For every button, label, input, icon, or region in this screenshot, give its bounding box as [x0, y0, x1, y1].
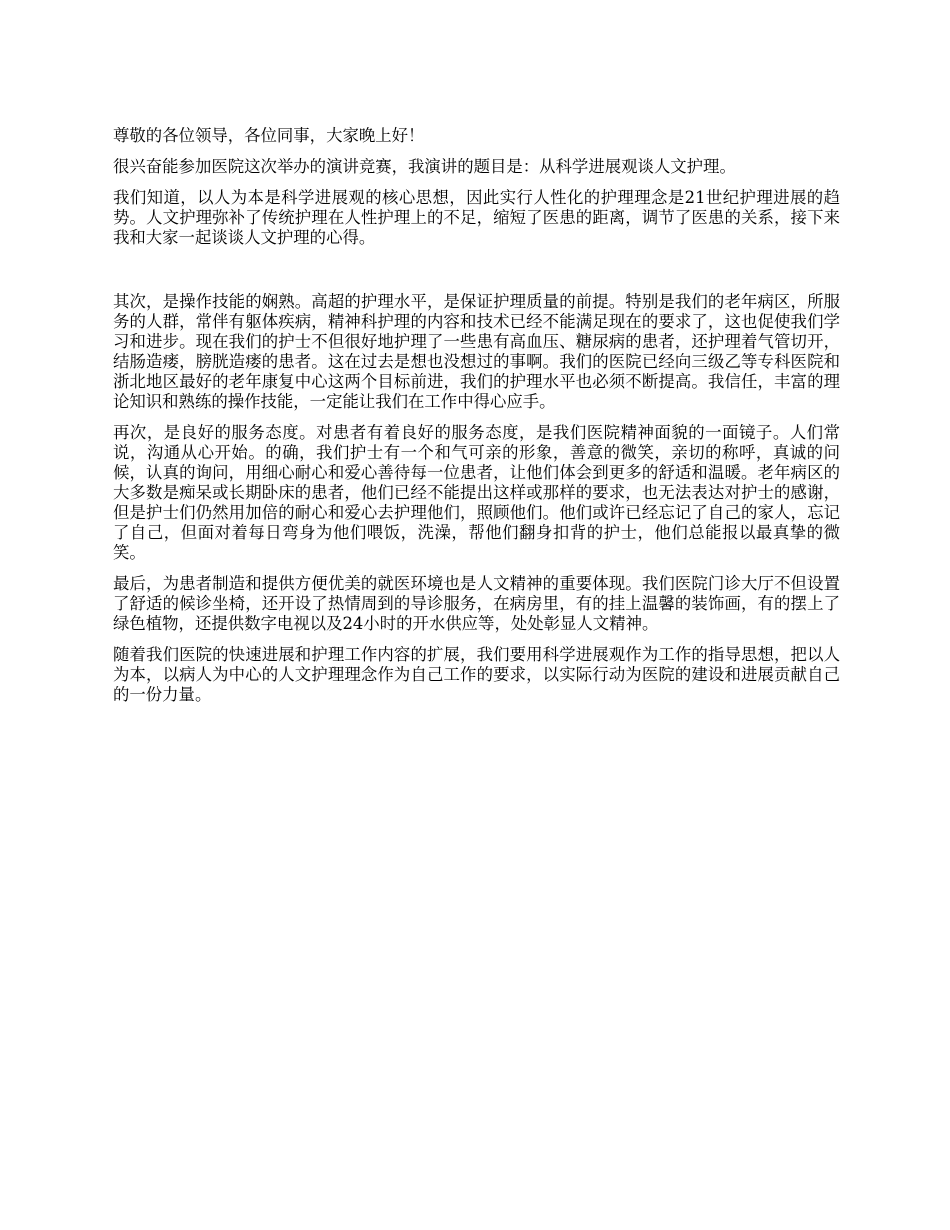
skills-paragraph: 其次，是操作技能的娴熟。高超的护理水平，是保证护理质量的前提。特别是我们的老年病区，所服务的人群，常伴有躯体疾病，精神科护理的内容和技术已经不能满足现在的要求了，这也促使我们学习和进步。现在我们的护士不但很好地护理了一些患有高血压、糖尿病的患者，还护理着气管切开，结肠造瘘，膀胱造瘘的患者。这在过去是想也没想过的事啊。我们的医院已经向三级乙等专科医院和浙北地区最好的老年康复中心这两个目标前进，我们的护理水平也必须不断提高。我信任，丰富的理论知识和熟练的操作技能，一定能让我们在工作中得心应手。: [113, 292, 840, 411]
blank-gap: [113, 259, 840, 292]
intro-paragraph: 很兴奋能参加医院这次举办的演讲竞赛，我演讲的题目是：从科学进展观谈人文护理。: [113, 157, 736, 176]
document-body: [113, 126, 840, 716]
thesis-paragraph: 我们知道，以人为本是科学进展观的核心思想，因此实行人性化的护理理念是21世纪护理进展的趋势。人文护理弥补了传统护理在人性护理上的不足，缩短了医患的距离，调节了医患的关系，接下来我和大家一起谈谈人文护理的心得。: [113, 188, 840, 247]
greeting-paragraph: 尊敬的各位领导，各位同事，大家晚上好！: [113, 126, 425, 145]
service-attitude-paragraph: 再次，是良好的服务态度。对患者有着良好的服务态度，是我们医院精神面貌的一面镜子。人们常说，沟通从心开始。的确，我们护士有一个和气可亲的形象，善意的微笑，亲切的称呼，真诚的问候，认真的询问，用细心耐心和爱心善待每一位患者，让他们体会到更多的舒适和温暖。老年病区的大多数是痴呆或长期卧床的患者，他们已经不能提出这样或那样的要求，也无法表达对护士的感谢，但是护士们仍然用加倍的耐心和爱心去护理他们，照顾他们。他们或许已经忘记了自己的家人，忘记了自己，但面对着每日弯身为他们喂饭，洗澡，帮他们翻身扣背的护士，他们总能报以最真挚的微笑。: [113, 423, 840, 562]
conclusion-paragraph: 随着我们医院的快速进展和护理工作内容的扩展，我们要用科学进展观作为工作的指导思想，把以人为本，以病人为中心的人文护理理念作为自己工作的要求，以实际行动为医院的建设和进展贡献自己的一份力量。: [113, 645, 840, 704]
environment-paragraph: 最后，为患者制造和提供方便优美的就医环境也是人文精神的重要体现。我们医院门诊大厅不但设置了舒适的候诊坐椅，还开设了热情周到的导诊服务，在病房里，有的挂上温馨的装饰画，有的摆上了绿色植物，还提供数字电视以及24小时的开水供应等，处处彰显人文精神。: [113, 574, 840, 633]
